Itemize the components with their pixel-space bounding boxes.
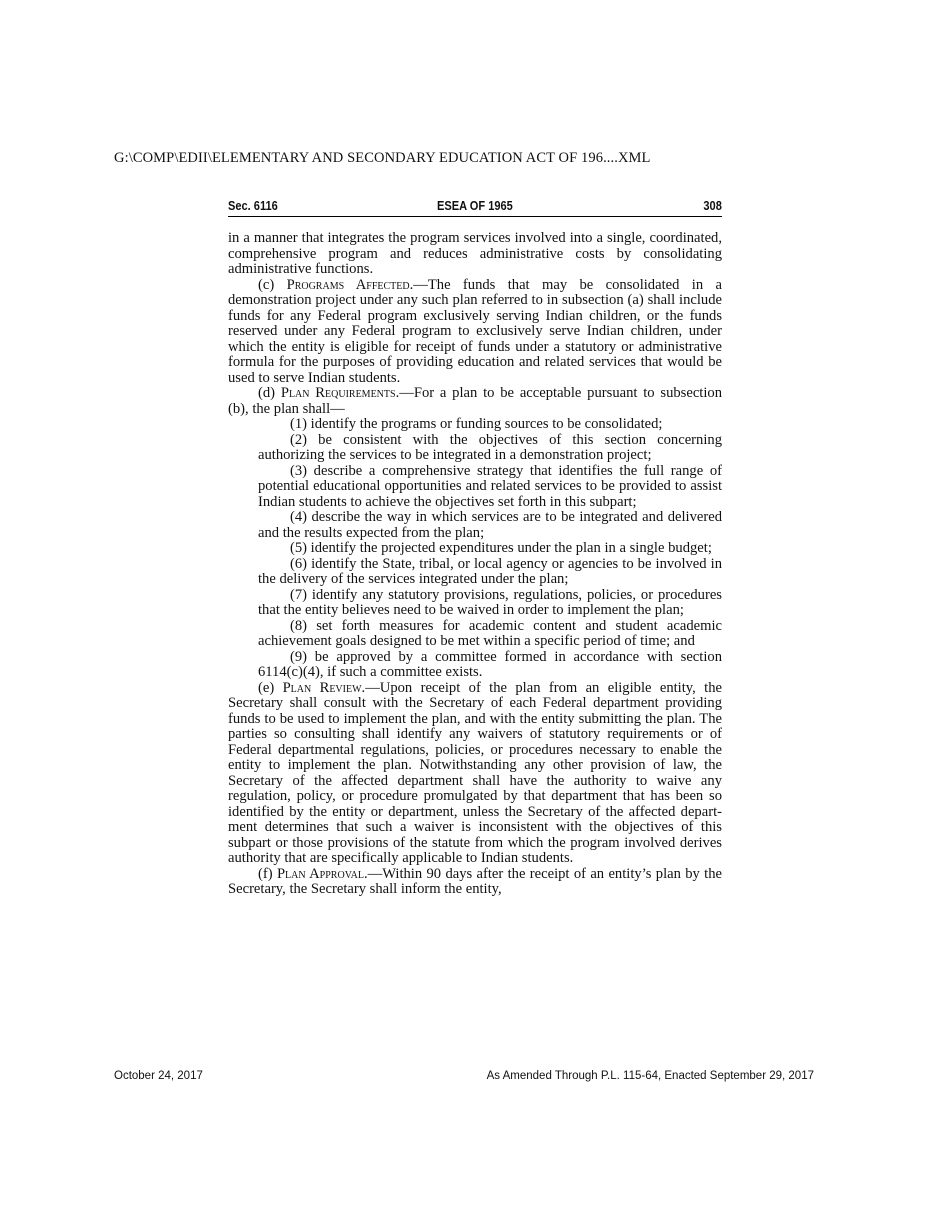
- plan-requirement-item: (3) describe a comprehensive strategy that identifies the full range of potential educational opportunities and related services to be provided to assist Indian students to achieve the objectives set forth in this subpart;: [258, 462, 722, 510]
- document-body: [228, 231, 722, 898]
- subsection-e-heading: Plan Review: [282, 679, 362, 696]
- file-path: G:\COMP\EDII\ELEMENTARY AND SECONDARY EDUCATION ACT OF 196....XML: [114, 150, 651, 166]
- subsection-d: [228, 386, 722, 417]
- subsection-f-text: .—Within 90 days after the receipt of an entity’s plan by the Secretary, the Secretary shall inform the entity,: [228, 865, 723, 897]
- subsection-d-prefix: (d): [258, 385, 281, 401]
- plan-requirement-item: (5) identify the projected expenditures under the plan in a single budget;: [290, 540, 712, 556]
- footer-amended-note: As Amended Through P.L. 115-64, Enacted September 29, 2017: [486, 1070, 814, 1082]
- plan-requirement-item: (8) set forth measures for academic content and student academic achievement goals designed to be met within a specific period of time; and: [258, 617, 722, 649]
- section-number: Sec. 6116: [228, 198, 278, 213]
- subsection-c-prefix: (c): [258, 276, 287, 293]
- header-rule: [228, 216, 722, 217]
- plan-requirement-item: (2) be consistent with the objectives of this section concerning authorizing the services to be integrated in a demonstration project;: [258, 431, 722, 463]
- intro-paragraph: in a manner that integrates the program services involved into a single, coordinated, comprehensive program and reduces administrative costs by consolidating administrative functions.: [228, 230, 722, 277]
- plan-requirement-item: (6) identify the State, tribal, or local agency or agencies to be involved in the delivery of the services integrated under the plan;: [258, 555, 722, 587]
- page-number: 308: [703, 198, 722, 213]
- subsection-d-text: .—For a plan to be acceptable pursuant to subsection (b), the plan shall—: [228, 385, 723, 417]
- subsection-c: [228, 278, 722, 387]
- plan-requirement-item: (7) identify any statutory provisions, regulations, policies, or procedures that the entity believes need to be waived in order to implement the plan;: [258, 586, 722, 618]
- footer-date: October 24, 2017: [114, 1070, 203, 1082]
- subsection-e-prefix: (e): [258, 679, 283, 696]
- subsection-e-text: .—Upon receipt of the plan from an eligible entity, the Secretary shall consult with the Secretary of each Federal department providing funds to be used to implement the plan, and with the entity submitting the plan. The parties so consulting shall identify any waivers of statutory requirements or of Federal departmental regulations, policies, or procedures necessary to enable the entity to implement the plan. Notwithstanding any other provision of law, the Secretary of the affected department shall have the authority to waive any regulation, policy, or procedure promulgated by that department that has been so identified by the entity or department, unless the Secretary of the affected department determines that such a waiver is inconsistent with the objectives of this subpart or those provisions of the statute from which the program involved derives authority that are specifically applicable to Indian students.: [228, 679, 722, 866]
- plan-requirement-item: (4) describe the way in which services are to be integrated and delivered and the results expected from the plan;: [258, 509, 722, 541]
- subsection-f-heading: Plan Approval: [276, 865, 364, 882]
- plan-requirement-item: (1) identify the programs or funding sources to be consolidated;: [290, 416, 663, 432]
- subsection-d-heading: Plan Requirements: [280, 385, 396, 401]
- subsection-e: [228, 681, 722, 867]
- act-title: ESEA OF 1965: [437, 198, 513, 213]
- subsection-c-text: .—The funds that may be consolidated in a demonstration project under any such plan referred to in subsection (a) shall include funds for any Federal program exclusively serving Indian children, or the funds reserved under any Federal program to exclusively serve Indian children, under which the entity is eligible for receipt of funds under a statutory or administrative formula for the purposes of providing education and related services that would be used to serve Indian students.: [228, 276, 722, 386]
- running-head: [228, 198, 722, 216]
- subsection-f-prefix: (f): [258, 865, 277, 882]
- subsection-c-heading: Programs Affected: [286, 276, 410, 293]
- plan-requirement-item: (9) be approved by a committee formed in accordance with section 6114(c)(4), if such a committee exists.: [258, 648, 722, 680]
- subsection-f: [228, 867, 722, 898]
